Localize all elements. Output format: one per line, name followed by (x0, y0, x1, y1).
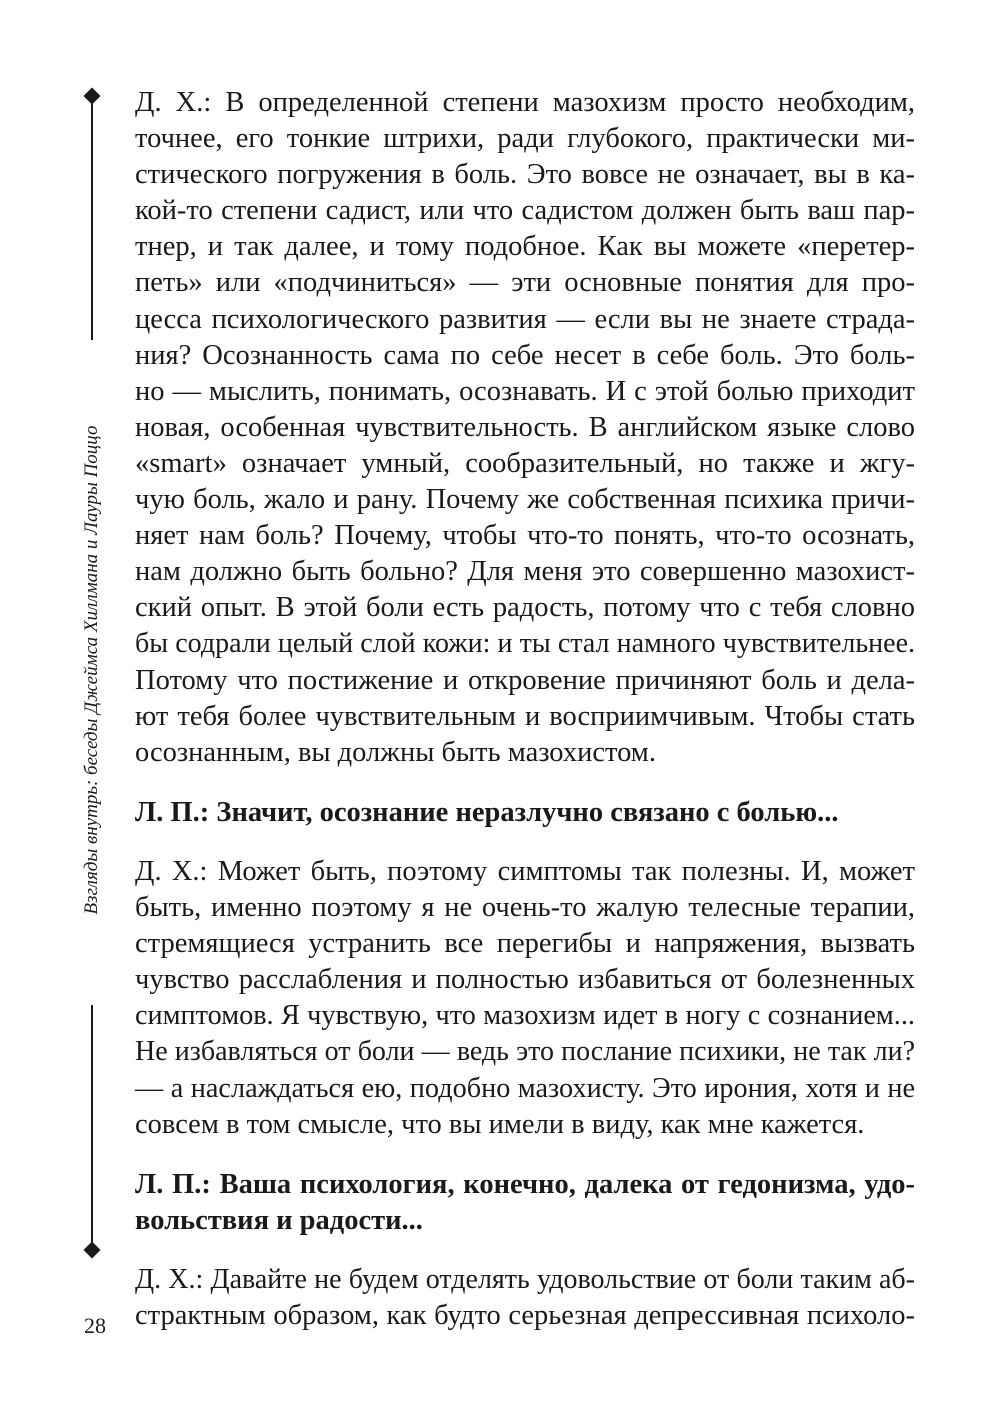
text-line: ют тебя более чувствительным и восприимчивым. Чтобы стать (135, 700, 915, 732)
running-head: Взгляды внутрь: беседы Джеймса Хиллмана и Лауры Поццо (81, 425, 102, 915)
text-line: страктным образом, как будто серьезная депрессивная психоло- (135, 1300, 915, 1332)
text-line: ский опыт. В этой боли есть радость, потому что с тебя словно (135, 592, 915, 624)
text-line: Л. П.: Ваша психология, конечно, далека от гедонизма, удо- (135, 1169, 915, 1200)
text-line: ния? Осознанность сама по себе несет в себе боль. Это боль- (135, 339, 915, 371)
ornament-rail-top (91, 100, 93, 340)
text-line: чую боль, жало и рану. Почему же собственная психика причи- (135, 484, 915, 516)
text-line: вольствия и радости... (135, 1205, 423, 1237)
text-line: точнее, его тонкие штрихи, ради глубокого, практически ми- (135, 123, 915, 155)
paragraph-question-1 (135, 795, 915, 831)
text-line: новая, особенная чувствительность. В английском языке слово (135, 411, 915, 443)
text-line: Не избавляться от боли — ведь это послание психики, не так ли? (135, 1036, 915, 1068)
text-line: стического погружения в боль. Это вовсе не означает, вы в ка- (135, 159, 915, 191)
text-line: нам должно быть больно? Для меня это совершенно мазохист- (135, 556, 915, 588)
text-line: кой-то степени садист, или что садистом должен быть ваш пар- (135, 195, 915, 227)
text-line: но — мыслить, понимать, осознавать. И с этой болью приходит (135, 375, 915, 407)
text-line: тнер, и так далее, и тому подобное. Как вы можете «перетер- (135, 231, 915, 263)
paragraph-answer-3 (135, 1262, 915, 1334)
text-line: «smart» означает умный, сообразительный, но также и жгу- (135, 447, 915, 479)
text-line: няет нам боль? Почему, чтобы что-то понять, что-то осознать, (135, 520, 915, 552)
text-line: Л. П.: Значит, осознание неразлучно связано с болью... (135, 797, 839, 828)
text-line: петь» или «подчиниться» — эти основные понятия для про- (135, 267, 915, 299)
paragraph-answer-1 (135, 85, 915, 771)
text-line: — а наслаждаться ею, подобно мазохисту. Это ирония, хотя и не (135, 1072, 915, 1104)
ornament-diamond-bottom (84, 1242, 101, 1259)
text-line: быть, именно поэтому я не очень-то жалую телесные терапии, (135, 892, 915, 924)
text-line: цесса психологического развития — если вы не знаете страда- (135, 303, 915, 335)
page-number: 28 (84, 1313, 106, 1338)
text-line: Потому что постижение и откровение причиняют боль и дела- (135, 664, 915, 696)
paragraph-question-2 (135, 1167, 915, 1239)
paragraph-answer-2 (135, 854, 915, 1143)
text-line: совсем в том смысле, что вы имели в виду, как мне кажется. (135, 1108, 865, 1140)
text-line: симптомов. Я чувствую, что мазохизм идет в ногу с сознанием... (135, 1000, 915, 1032)
text-line: Д. Х.: Может быть, поэтому симптомы так полезны. И, может (135, 856, 915, 887)
text-line: чувство расслабления и полностью избавиться от болезненных (135, 964, 915, 996)
text-line: Д. Х.: В определенной степени мазохизм просто необходим, (135, 87, 915, 118)
text-line: бы содрали целый слой кожи: и ты стал намного чувствительнее. (135, 628, 915, 660)
text-line: стремящиеся устранить все перегибы и напряжения, вызвать (135, 928, 915, 960)
text-line: Д. Х.: Давайте не будем отделять удовольствие от боли таким аб- (135, 1264, 915, 1295)
ornament-rail-bottom (91, 1005, 93, 1245)
text-line: осознанным, вы должны быть мазохистом. (135, 736, 656, 768)
